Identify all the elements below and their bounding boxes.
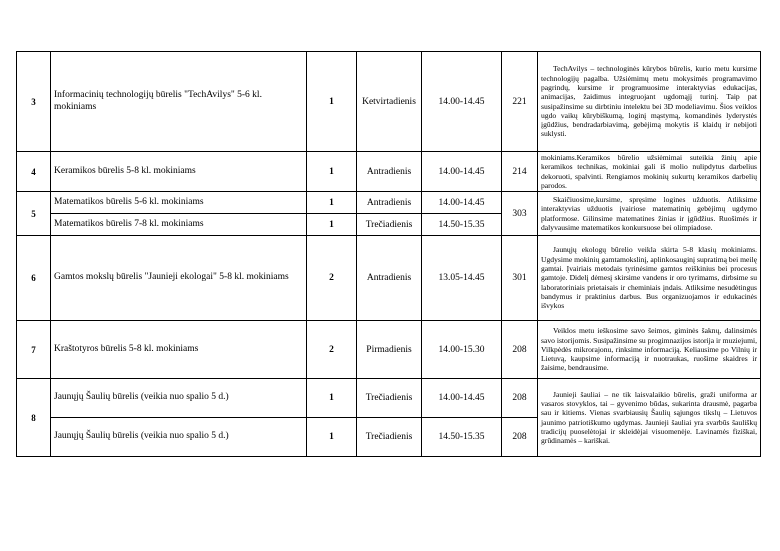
time-range: 14.00-15.30 [422,321,502,379]
room-number: 303 [502,192,538,236]
row-number: 4 [17,152,51,192]
time-range: 14.00-14.45 [422,152,502,192]
row-number: 6 [17,236,51,321]
time-range: 14.00-14.45 [422,379,502,418]
club-name: Jaunųjų Šaulių būrelis (veikia nuo spalio 5 d.) [51,379,307,418]
club-name: Keramikos būrelis 5-8 kl. mokiniams [51,152,307,192]
hours-count: 1 [307,152,357,192]
table-row [17,379,761,418]
hours-count: 2 [307,236,357,321]
time-range: 14.00-14.45 [422,52,502,152]
room-number: 221 [502,52,538,152]
club-name: Kraštotyros būrelis 5-8 kl. mokiniams [51,321,307,379]
row-number: 7 [17,321,51,379]
club-description: mokiniams.Keramikos būrelio užsiėmimai suteikia žinių apie keramikos technikas, mokiniai gali iš molio nulipdytus darbelius dekoruoti, spalvinti. Rengiamos mokinių sukurtų keramikos darbelių parodos. [541,152,757,190]
weekday: Antradienis [357,192,422,214]
weekday: Trečiadienis [357,418,422,457]
hours-count: 1 [307,379,357,418]
weekday: Ketvirtadienis [357,52,422,152]
room-number: 208 [502,379,538,418]
club-name: Matematikos būrelis 7-8 kl. mokiniams [51,214,307,236]
club-description: Veiklos metu ieškosime savo šeimos, giminės šaknų, dalinsimės savo istorijomis. Susipažinsime su progimnazijos istorija ir muziejumi, Vilkpėdės mikrorajonu, rinksime informaciją. Keliausime po Vilnių ir Lietuvą, kaupsime informaciją ir nuotraukas, ruošime skaidres ir žaisime, bendrausime. [541,326,757,373]
hours-count: 1 [307,418,357,457]
row-number: 5 [17,192,51,236]
row-number: 3 [17,52,51,152]
weekday: Pirmadienis [357,321,422,379]
club-description: Jaunųjų ekologų būrelio veikla skirta 5-8 klasių mokiniams. Ugdysime mokinių gamtamokslinį, aplinkosauginį supratimą bei meilę gamtai. Įvairiais metodais tyrinėsime gamtos reiškinius bei procesus gamtoje. Didelį dėmesį skirsime vandens ir oro tyrimams, dirbsime su laboratoriniais prietaisais ir cheminiais įndais. Atliksime nesudėtingus bandymus ir praktinius darbus. Bus organizuojamos ir edukacinės išvykos [541,245,757,311]
room-number: 214 [502,152,538,192]
hours-count: 1 [307,52,357,152]
row-number: 8 [17,379,51,457]
hours-count: 2 [307,321,357,379]
club-name: Informacinių technologijų būrelis "TechAvilys" 5-6 kl. mokiniams [51,52,307,152]
schedule-table [16,51,761,457]
club-description: TechAvilys – technologinės kūrybos būrelis, kurio metu kursime technologijų pagalba. Užsiėmimų metu mokysimės programavimo pagrindų, kursime ir programuosime interaktyvias edukacijas, animacijas, žaidimus integruojant ugdomąjį turinį. Taip pat susipažinsime su dirbtiniu intelektu bei 3D modeliavimu. Šios veiklos ugdo vaikų kūrybiškumą, loginį mąstymą, komandinės lyderystės įgūdžius, bendradarbiavimą, gebėjimą mokytis iš klaidų ir nebijoti suklysti. [541,64,757,139]
time-range: 14.00-14.45 [422,192,502,214]
club-name: Jaunųjų Šaulių būrelis (veikia nuo spalio 5 d.) [51,418,307,457]
time-range: 14.50-15.35 [422,214,502,236]
room-number: 208 [502,321,538,379]
weekday: Antradienis [357,236,422,321]
hours-count: 1 [307,214,357,236]
weekday: Trečiadienis [357,379,422,418]
club-description: Skaičiuosime,kursime, spręsime logines užduotis. Atliksime interaktyvias užduotis įvairiose matematinių gebėjimų ugdymo platformose. Gilinsime matematines žinias ir įgūdžius. Ruošimės ir dalyvausime matematikos konkursuose bei olimpiadose. [541,194,757,232]
table-row [17,152,761,192]
room-number: 301 [502,236,538,321]
table-row [17,192,761,214]
room-number: 208 [502,418,538,457]
club-description: Jaunieji šauliai – ne tik laisvalaikio būrelis, graži uniforma ar vasaros stovyklos, tai – gyvenimo būdas, sukarinta drausmė, pagarba sau ir kitiems. Vienas svarbiausių Šaulių sąjungos tikslų – Lietuvos jaunimo patriotiškumo ugdymas. Jaunieji šauliai yra svarbūs šauliškų tradicijų puoselėtojai ir skleidėjai visuomenėje. Lavinamės fiziškai, grūdinamės – kariškai. [541,389,757,446]
club-name: Matematikos būrelis 5-6 kl. mokiniams [51,192,307,214]
weekday: Antradienis [357,152,422,192]
table-row [17,52,761,152]
time-range: 14.50-15.35 [422,418,502,457]
hours-count: 1 [307,192,357,214]
club-name: Gamtos mokslų būrelis "Jaunieji ekologai" 5-8 kl. mokiniams [51,236,307,321]
table-row [17,321,761,379]
time-range: 13.05-14.45 [422,236,502,321]
weekday: Trečiadienis [357,214,422,236]
table-row [17,236,761,321]
